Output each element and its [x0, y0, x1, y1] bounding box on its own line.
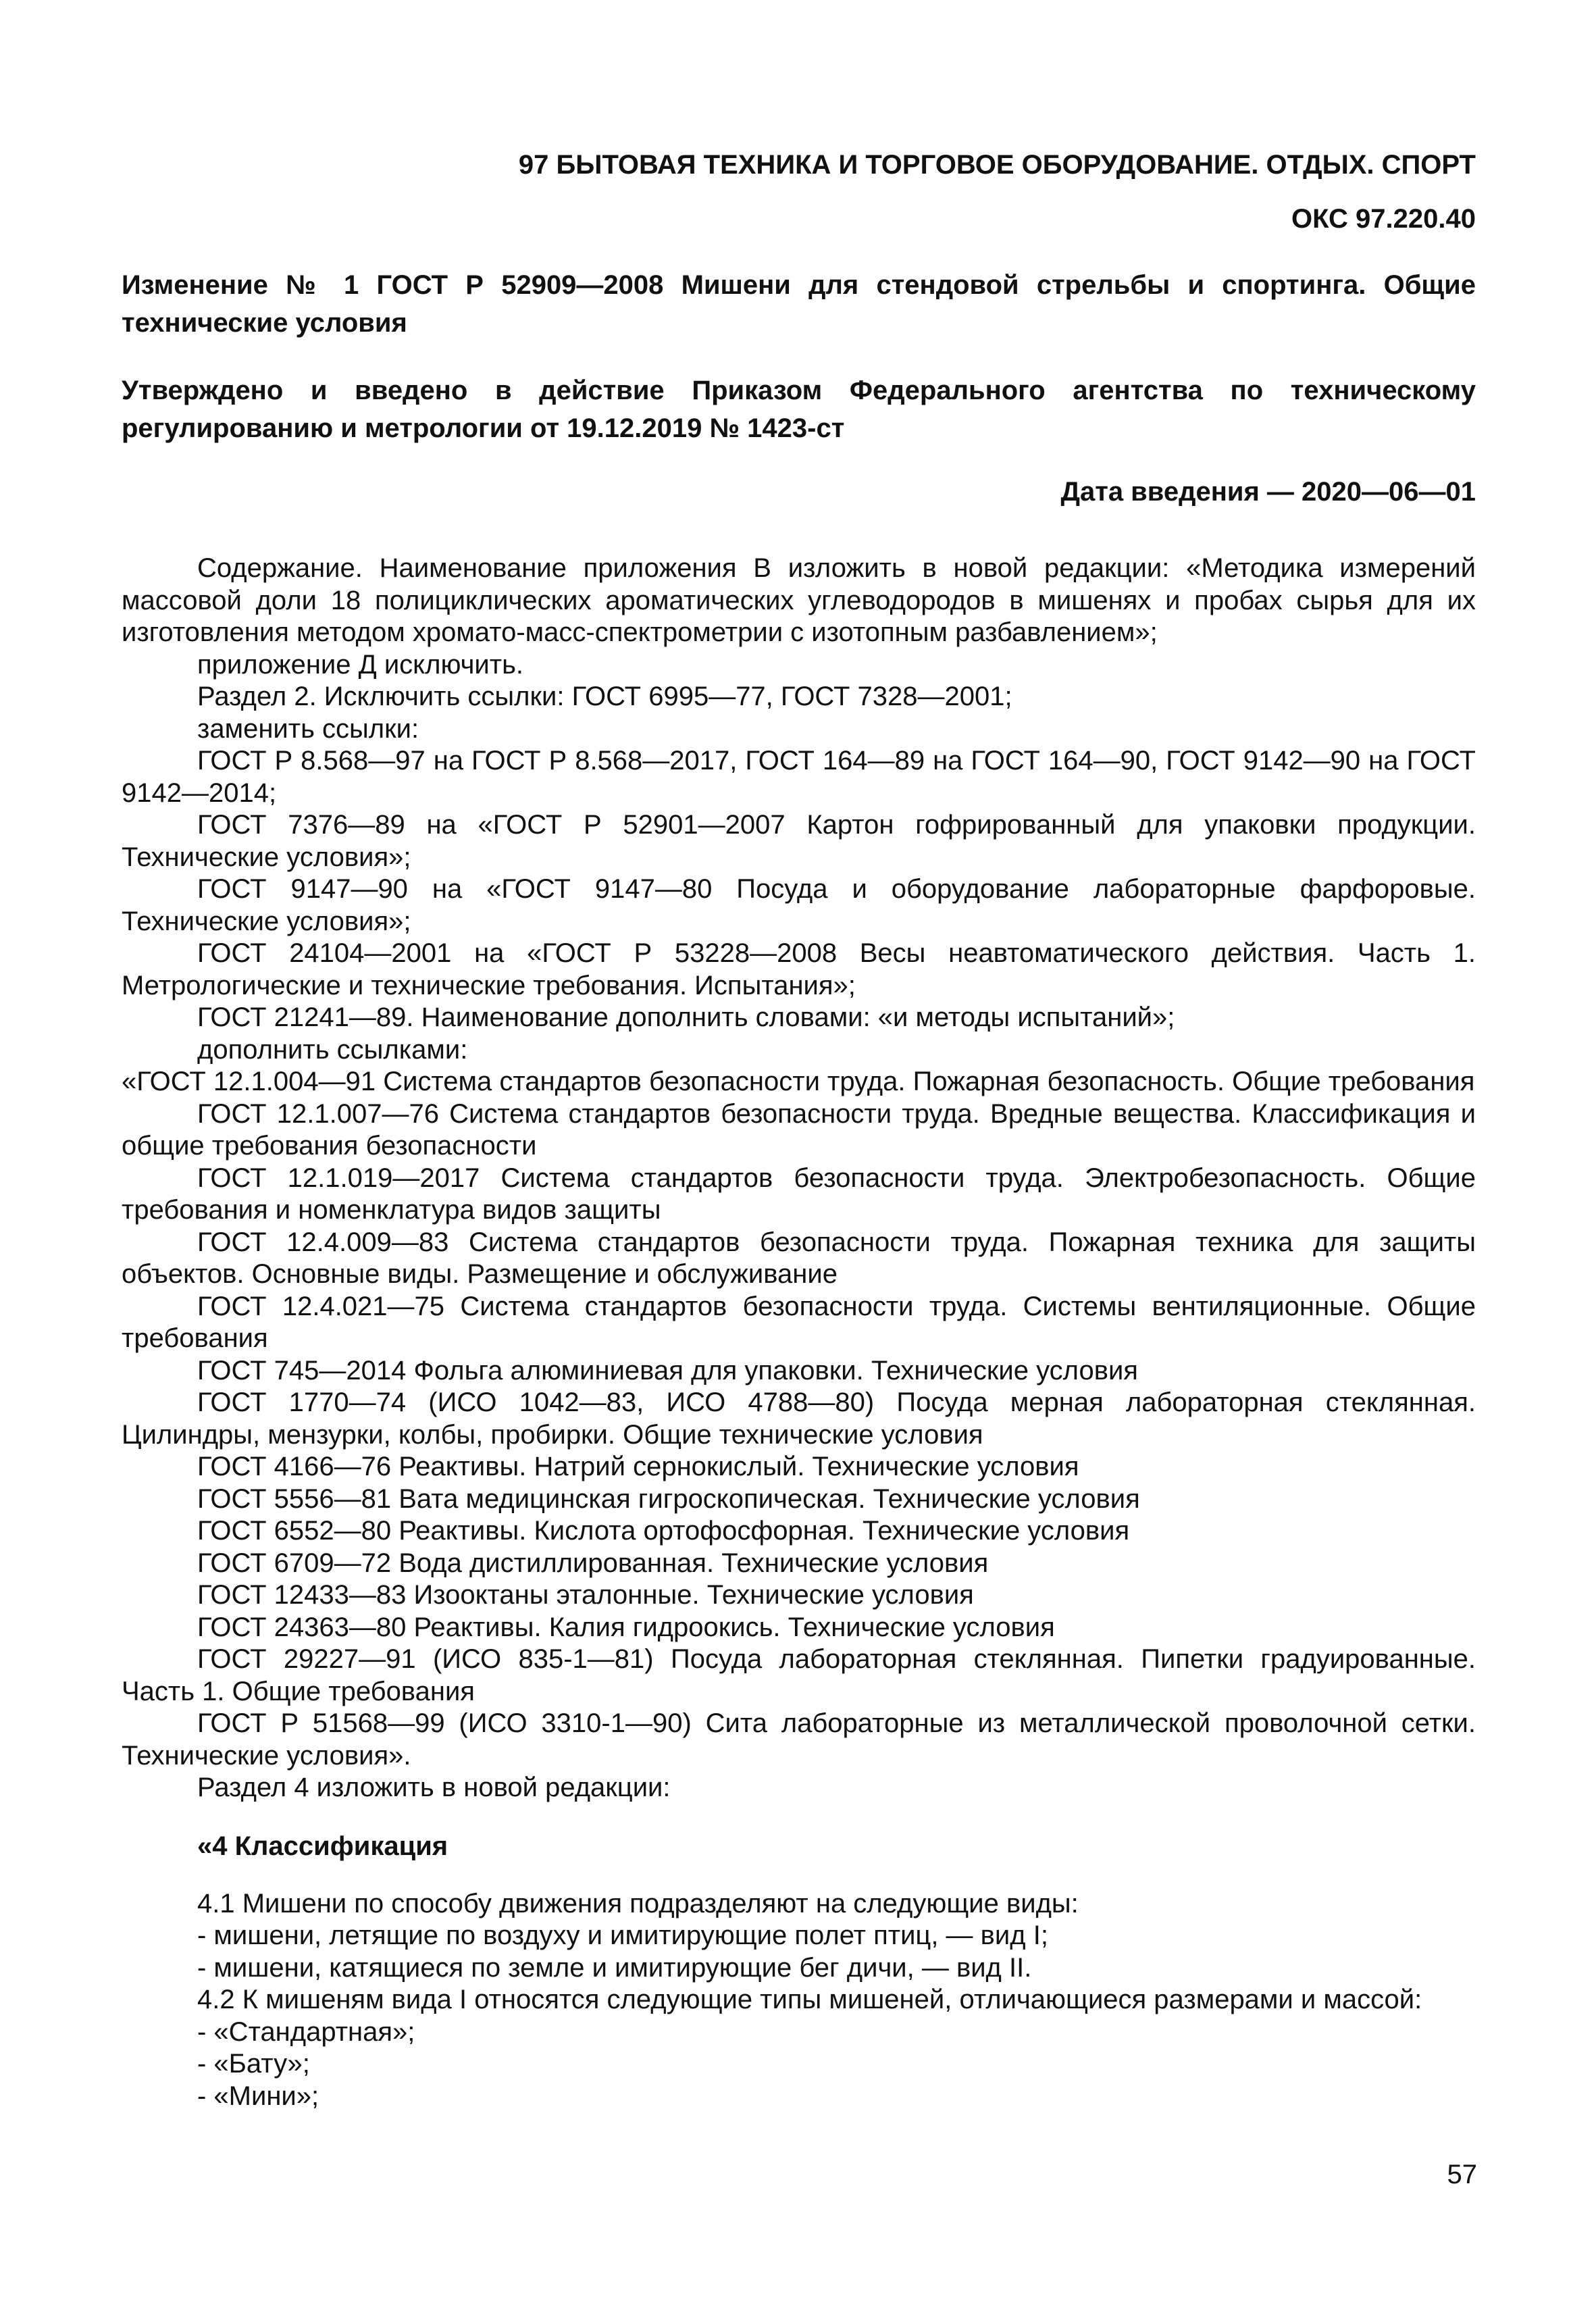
paragraph: ГОСТ 12.1.007—76 Система стандартов безопасности труда. Вредные вещества. Классификация и общие требования безопасности [122, 1098, 1476, 1161]
effective-date: Дата введения — 2020—06—01 [1060, 477, 1476, 507]
paragraph: ГОСТ 745—2014 Фольга алюминиевая для упаковки. Технические условия [197, 1355, 1138, 1386]
paragraph: приложение Д исключить. [197, 649, 524, 680]
paragraph: «ГОСТ 12.1.004—91 Система стандартов безопасности труда. Пожарная безопасность. Общие требования [122, 1067, 1475, 1096]
list-item: - «Стандартная»; [197, 2016, 415, 2047]
paragraph: ГОСТ Р 8.568—97 на ГОСТ Р 8.568—2017, ГОСТ 164—89 на ГОСТ 164—90, ГОСТ 9142—90 на ГОСТ 9142—2014; [122, 746, 1476, 808]
list-item: - «Мини»; [197, 2081, 319, 2111]
paragraph: ГОСТ 29227—91 (ИСО 835-1—81) Посуда лабораторная стеклянная. Пипетки градуированные. Часть 1. Общие требования [122, 1644, 1476, 1706]
paragraph: ГОСТ 9147—90 на «ГОСТ 9147—80 Посуда и оборудование лабораторные фарфоровые. Технические условия»; [122, 874, 1476, 936]
page-number: 57 [1447, 2160, 1477, 2189]
paragraph: ГОСТ 6552—80 Реактивы. Кислота ортофосфорная. Технические условия [197, 1516, 1130, 1546]
paragraph: ГОСТ 7376—89 на «ГОСТ Р 52901—2007 Картон гофрированный для упаковки продукции. Технические условия»; [122, 810, 1476, 872]
paragraph: Раздел 2. Исключить ссылки: ГОСТ 6995—77, ГОСТ 7328—2001; [197, 682, 1012, 711]
paragraph: Содержание. Наименование приложения В изложить в новой редакции: «Методика измерений массовой доли 18 полициклических ароматических углеводородов в мишенях и пробах сырья для их изготовления методом хромато-масс-спектрометрии с изотопным разбавлением»; [122, 553, 1476, 647]
paragraph: ГОСТ 6709—72 Вода дистиллированная. Технические условия [197, 1548, 989, 1578]
paragraph: ГОСТ 12.4.021—75 Система стандартов безопасности труда. Системы вентиляционные. Общие требования [122, 1291, 1476, 1353]
change-title: Изменение № 1 ГОСТ Р 52909—2008 Мишени для стендовой стрельбы и спортинга. Общие технические условия [122, 270, 1476, 338]
paragraph: ГОСТ 24363—80 Реактивы. Калия гидроокись. Технические условия [197, 1612, 1055, 1642]
paragraph: заменить ссылки: [197, 713, 419, 744]
paragraph: Раздел 4 изложить в новой редакции: [197, 1773, 671, 1802]
document-page [122, 147, 1476, 2112]
paragraph: ГОСТ 12.4.009—83 Система стандартов безопасности труда. Пожарная техника для защиты объектов. Основные виды. Размещение и обслуживание [122, 1227, 1476, 1289]
list-item: - «Бату»; [197, 2049, 310, 2079]
list-item: 4.2 К мишеням вида I относятся следующие типы мишеней, отличающиеся размерами и массой: [197, 1985, 1422, 2014]
list-item: 4.1 Мишени по способу движения подразделяют на следующие виды: [197, 1888, 1079, 1918]
paragraph: ГОСТ 5556—81 Вата медицинская гигроскопическая. Технические условия [197, 1483, 1140, 1514]
classification-list [122, 1888, 1476, 2113]
paragraph: ГОСТ 12433—83 Изооктаны эталонные. Технические условия [197, 1580, 974, 1610]
paragraph: ГОСТ 4166—76 Реактивы. Натрий сернокислый. Технические условия [197, 1452, 1079, 1481]
paragraph: ГОСТ Р 51568—99 (ИСО 3310-1—90) Сита лабораторные из металлической проволочной сетки. Технические условия». [122, 1708, 1476, 1771]
section-heading: «4 Классификация [197, 1831, 448, 1861]
approval-statement: Утверждено и введено в действие Приказом Федерального агентства по техническому регулированию и метрологии от 19.12.2019 № 1423-ст [122, 376, 1476, 443]
amendment-body [122, 553, 1476, 1804]
oks-code: ОКС 97.220.40 [1291, 204, 1476, 234]
paragraph: ГОСТ 1770—74 (ИСО 1042—83, ИСО 4788—80) Посуда мерная лабораторная стеклянная. Цилиндры, мензурки, колбы, пробирки. Общие технические условия [122, 1388, 1476, 1450]
list-item: - мишени, летящие по воздуху и имитирующие полет птиц, — вид I; [197, 1921, 1048, 1950]
section-header: 97 БЫТОВАЯ ТЕХНИКА И ТОРГОВОЕ ОБОРУДОВАНИЕ. ОТДЫХ. СПОРТ [518, 150, 1476, 180]
list-item: - мишени, катящиеся по земле и имитирующие бег дичи, — вид II. [197, 1952, 1032, 1983]
paragraph: ГОСТ 24104—2001 на «ГОСТ Р 53228—2008 Весы неавтоматического действия. Часть 1. Метрологические и технические требования. Испытания»; [122, 938, 1476, 1000]
paragraph: ГОСТ 12.1.019—2017 Система стандартов безопасности труда. Электробезопасность. Общие требования и номенклатура видов защиты [122, 1163, 1476, 1225]
paragraph: ГОСТ 21241—89. Наименование дополнить словами: «и методы испытаний»; [197, 1002, 1175, 1032]
paragraph: дополнить ссылками: [197, 1034, 468, 1065]
